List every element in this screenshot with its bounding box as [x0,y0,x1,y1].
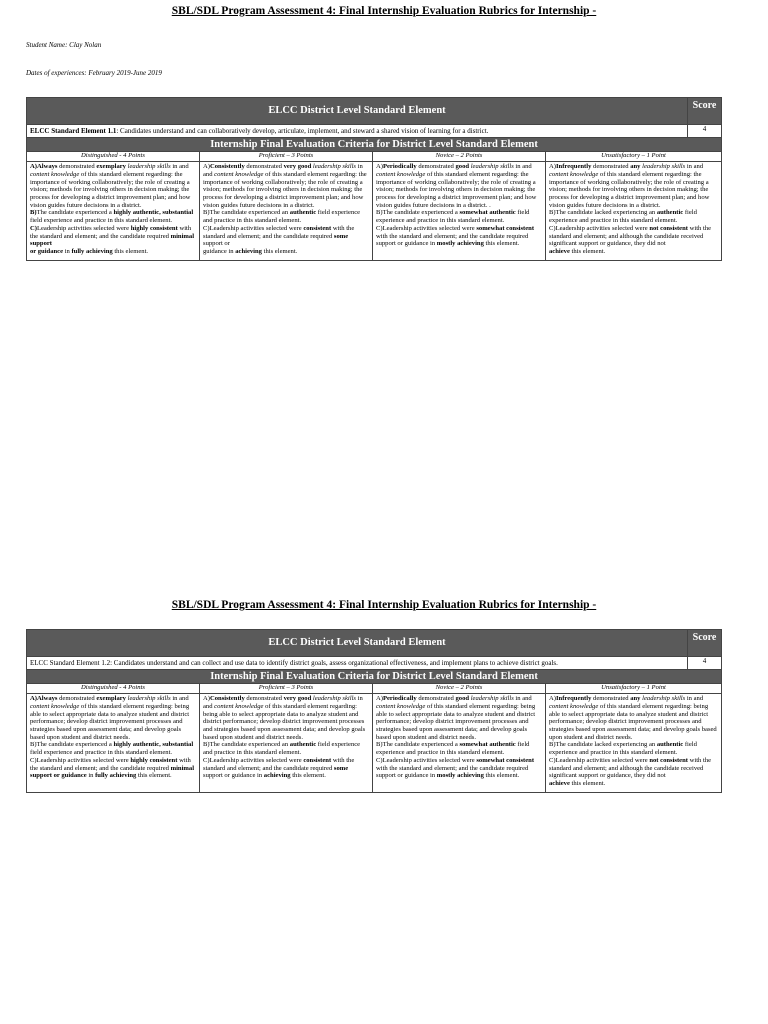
standard-row [27,657,722,670]
criteria-proficient: A)Consistently demonstrated very good leadership skills in and content knowledge of this standard element regarding: the importance of working collaboratively; the role of creating a vision; methods for involving others in decision making; the process for developing a district improvement plan; and how vision guides future decisions in a district. B)The candidate experienced an authentic field experience and practice in this standard element. C)Leadership activities selected were consistent with the standard and element; and the candidate required some support or guidance in achieving this element. [200,162,373,260]
criteria-row [27,162,722,260]
page-title: SBL/SDL Program Assessment 4: Final Internship Evaluation Rubrics for Internship - [171,5,597,17]
rubric-table-2 [26,629,722,793]
criteria-header: Internship Final Evaluation Criteria for District Level Standard Element [27,138,722,152]
level-distinguished: Distinguished - 4 Points [27,152,200,162]
rubric-table-1 [26,97,722,261]
level-novice: Novice – 2 Points [373,152,546,162]
criteria-proficient: A)Consistently demonstrated very good leadership skills in and content knowledge of this standard element regarding: being able to select appropriate data to analyze student and district performance; develop district improvement processes and strategies based upon assessment data; and develop goals based upon student and district needs. B)The candidate experienced an authentic field experience and practice in this standard element. C)Leadership activities selected were consistent with the standard and element; and the candidate required some support or guidance in achieving this element. [200,694,373,792]
criteria-unsatisfactory: A)Infrequently demonstrated any leadership skills in and content knowledge of this standard element regarding: the importance of working collaboratively; the role of creating a vision; methods for involving others in decision making; the process for developing a district improvement plan; and how vision guides future decisions in a district. B)The candidate lacked experiencing an authentic field experience and practice in this standard element. C)Leadership activities selected were not consistent with the standard and element; and although the candidate received significant support or guidance, they did not achieve this element. [546,162,722,260]
level-proficient: Proficient – 3 Points [200,152,373,162]
level-unsatisfactory: Unsatisfactory – 1 Point [546,152,722,162]
criteria-novice: A)Periodically demonstrated good leadership skills in and content knowledge of this standard element regarding: the importance of working collaboratively; the role of creating a vision; methods for involving others in decision making; the process for developing a district improvement plan; and how vision guides future decisions in a district. . B)The candidate experienced a somewhat authentic field experience and practice in this standard element. C)Leadership activities selected were somewhat consistent with the standard and element; and the candidate required support or guidance in mostly achieving this element. [373,162,546,260]
criteria-distinguished: A)Always demonstrated exemplary leadership skills in and content knowledge of this standard element regarding: the importance of working collaboratively; the role of creating a vision; methods for involving others in decision making; the process for developing a district improvement plan; and how vision guides future decisions in a district. B)The candidate experienced a highly authentic, substantial field experience and practice in this standard element. C)Leadership activities selected were highly consistent with the standard and element; and the candidate required minimal support or guidance in fully achieving this element. [27,162,200,260]
rubric-header-row [27,630,722,657]
level-distinguished: Distinguished - 4 Points [27,684,200,694]
criteria-header-row [27,670,722,684]
criteria-row [27,694,722,792]
level-proficient: Proficient – 3 Points [200,684,373,694]
score-header: Score [688,630,722,657]
criteria-unsatisfactory: A)Infrequently demonstrated any leadership skills in and content knowledge of this standard element regarding: being able to select appropriate data to analyze student and district performance; develop district improvement processes and strategies based upon assessment data; and develop goals based upon student and district needs. B)The candidate lacked experiencing an authentic field experience and practice in this standard element. C)Leadership activities selected were not consistent with the standard and element; and although the candidate received significant support or guidance, they did not achieve this element. [546,694,722,792]
experience-dates: Dates of experiences: February 2019-June 2019 [26,69,162,77]
score-value: 4 [688,125,722,138]
standard-text: : Candidates understand and can collaboratively develop, articulate, implement, and steward a shared vision of learning for a district. [116,127,489,135]
standard-element: ELCC Standard Element 1.2: Candidates understand and can collect and use data to identify district goals, assess organizational effectiveness, and implement plans to achieve district goals. [27,657,688,670]
level-novice: Novice – 2 Points [373,684,546,694]
level-unsatisfactory: Unsatisfactory – 1 Point [546,684,722,694]
page-title-2: SBL/SDL Program Assessment 4: Final Internship Evaluation Rubrics for Internship - [171,599,597,611]
criteria-novice: A)Periodically demonstrated good leadership skills in and content knowledge of this standard element regarding: being able to select appropriate data to analyze student and district performance; develop district improvement processes and strategies based upon assessment data; and develop goals based upon student and district needs. B)The candidate experienced a somewhat authentic field experience and practice in this standard element. C)Leadership activities selected were somewhat consistent with the standard and element; and the candidate required support or guidance in mostly achieving this element. [373,694,546,792]
level-row [27,152,722,162]
student-name: Student Name: Clay Nolan [26,41,102,49]
criteria-header: Internship Final Evaluation Criteria for District Level Standard Element [27,670,722,684]
criteria-header-row [27,138,722,152]
element-header: ELCC District Level Standard Element [27,98,688,125]
standard-element [27,125,688,138]
criteria-distinguished: A)Always demonstrated exemplary leadership skills in and content knowledge of this standard element regarding: being able to select appropriate data to analyze student and district performance; develop district improvement processes and strategies based upon assessment data; and develop goals based upon student and district needs. B)The candidate experienced a highly authentic, substantial field experience and practice in this standard element. C)Leadership activities selected were highly consistent with the standard and element; and the candidate required minimal support or guidance in fully achieving this element. [27,694,200,792]
level-row [27,684,722,694]
rubric-header-row [27,98,722,125]
score-value: 4 [688,657,722,670]
standard-label: ELCC Standard Element 1.1 [30,127,117,135]
score-header: Score [688,98,722,125]
standard-row [27,125,722,138]
element-header: ELCC District Level Standard Element [27,630,688,657]
